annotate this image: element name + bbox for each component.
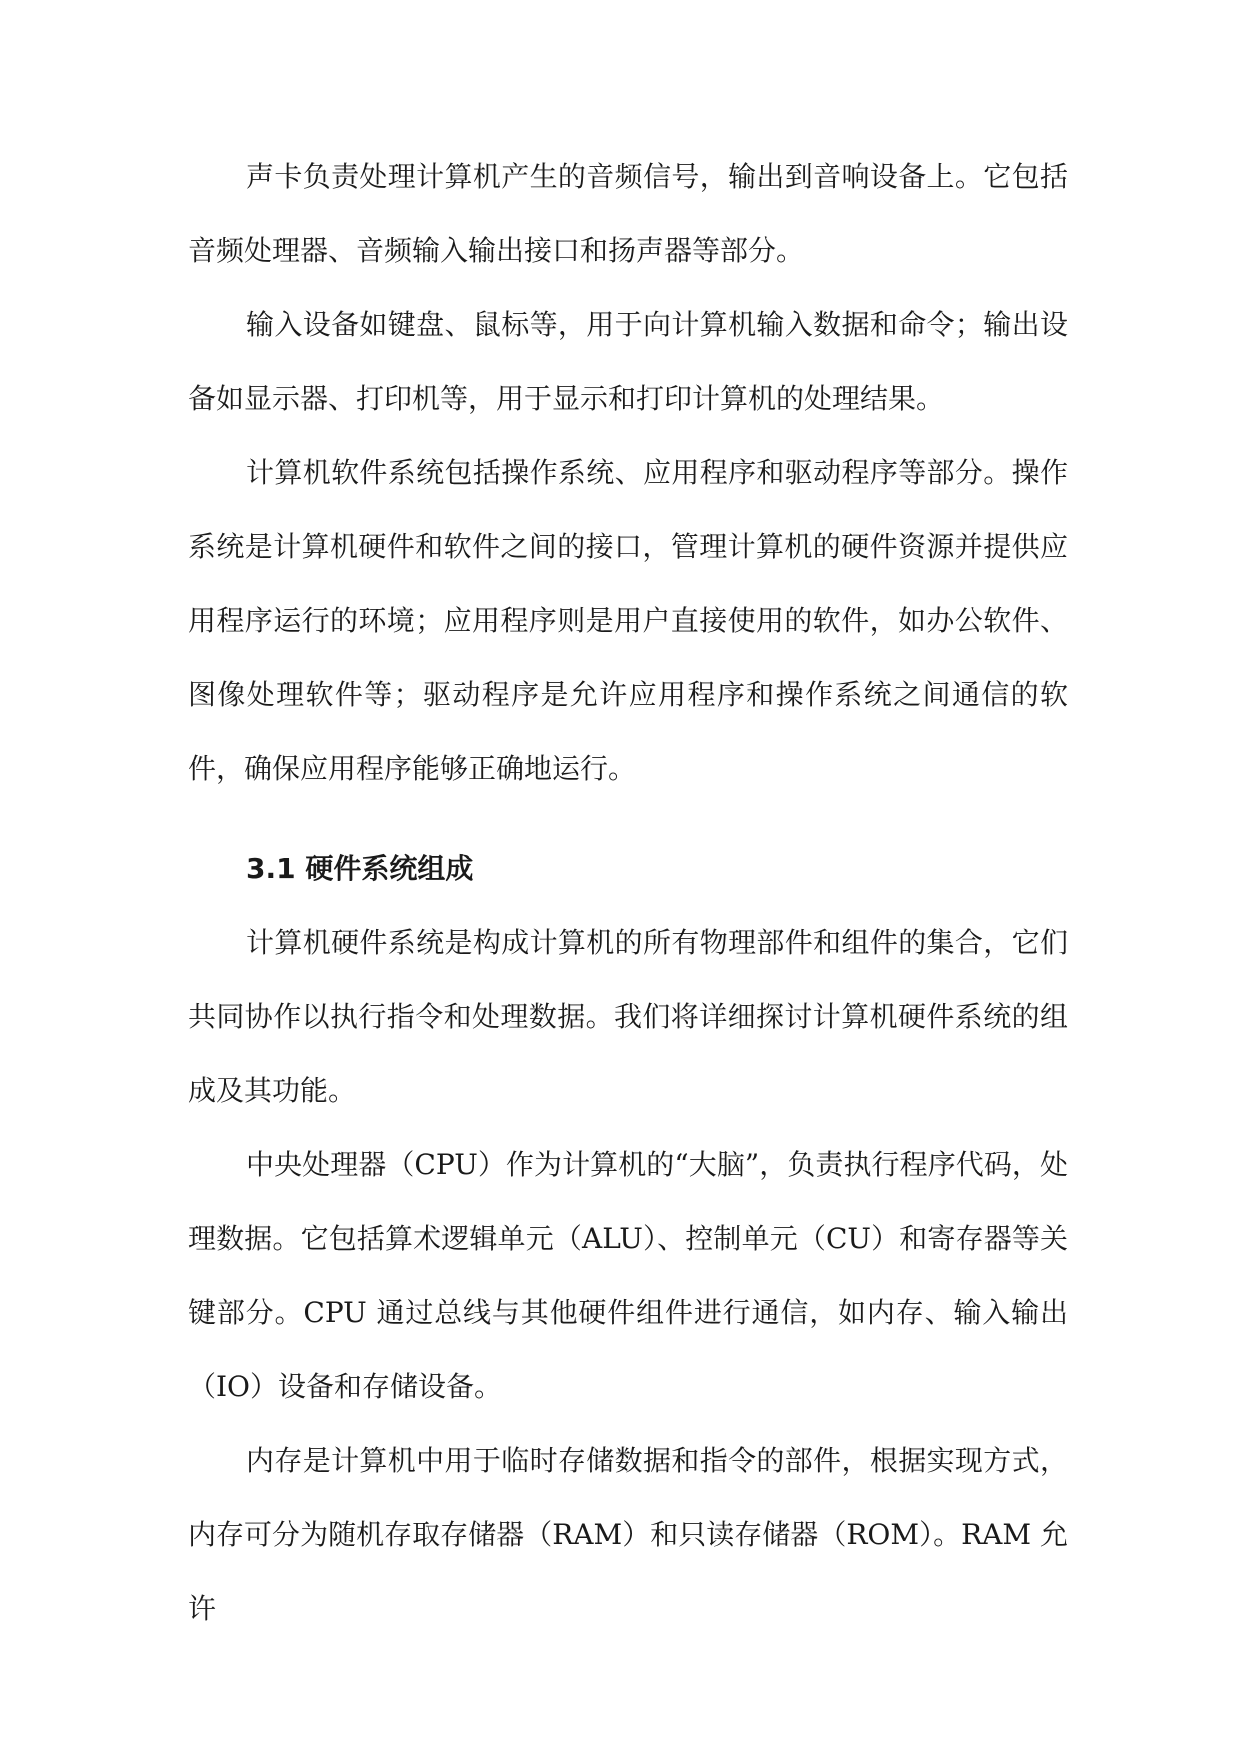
document-body (188, 140, 1068, 1646)
paragraph-memory: 内存是计算机中用于临时存储数据和指令的部件，根据实现方式，内存可分为随机存取存储器（RAM）和只读存储器（ROM）。RAM 允许 (188, 1444, 1068, 1625)
section-heading: 3.1 硬件系统组成 (246, 852, 474, 885)
paragraph-io-devices: 输入设备如键盘、鼠标等，用于向计算机输入数据和命令；输出设备如显示器、打印机等，用于显示和打印计算机的处理结果。 (188, 308, 1068, 415)
paragraph-sound-card: 声卡负责处理计算机产生的音频信号，输出到音响设备上。它包括音频处理器、音频输入输出接口和扬声器等部分。 (188, 160, 1068, 267)
paragraph-software-system: 计算机软件系统包括操作系统、应用程序和驱动程序等部分。操作系统是计算机硬件和软件之间的接口，管理计算机的硬件资源并提供应用程序运行的环境；应用程序则是用户直接使用的软件，如办公软件、图像处理软件等；驱动程序是允许应用程序和操作系统之间通信的软件，确保应用程序能够正确地运行。 (188, 456, 1068, 785)
paragraph-cpu: 中央处理器（CPU）作为计算机的“大脑”，负责执行程序代码，处理数据。它包括算术逻辑单元（ALU）、控制单元（CU）和寄存器等关键部分。CPU 通过总线与其他硬件组件进行通信，如内存、输入输出（IO）设备和存储设备。 (188, 1148, 1068, 1403)
paragraph-hardware-system: 计算机硬件系统是构成计算机的所有物理部件和组件的集合，它们共同协作以执行指令和处理数据。我们将详细探讨计算机硬件系统的组成及其功能。 (188, 926, 1068, 1107)
